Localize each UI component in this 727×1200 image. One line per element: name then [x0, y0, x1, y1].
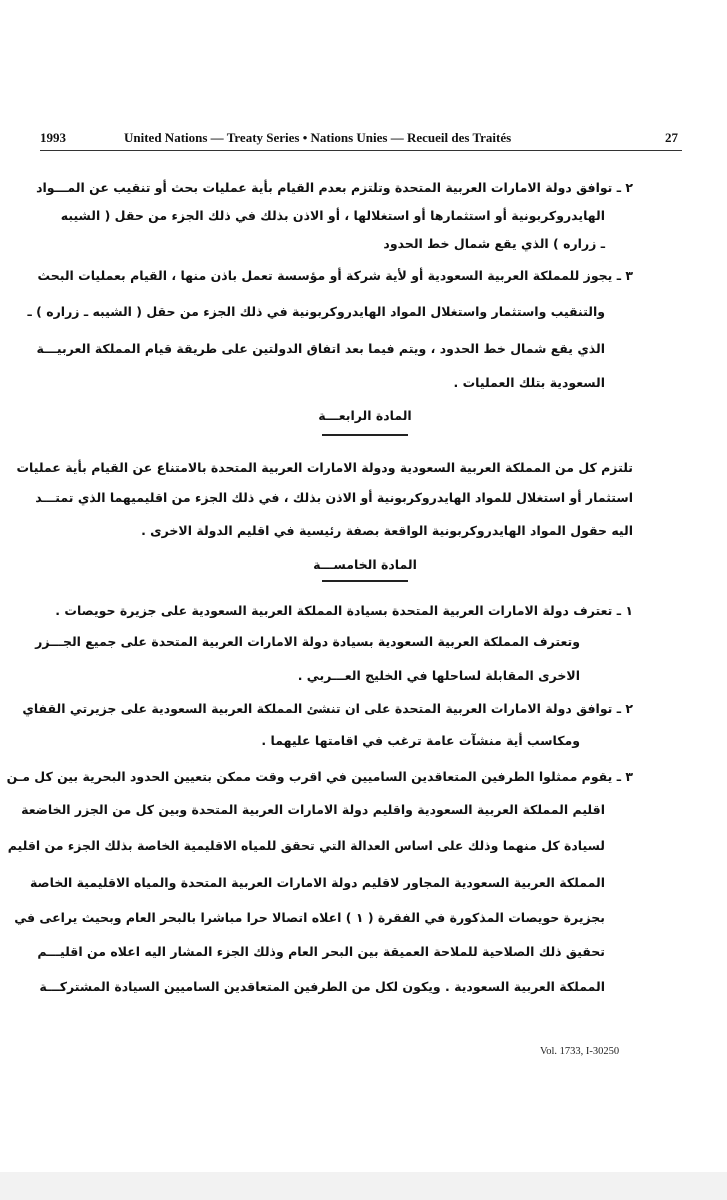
header-rule: [40, 150, 682, 151]
item-line: ١ ـ تعترف دولة الامارات العربية المتحدة بسيادة المملكة العربية السعودية على جزيرة حويصات .: [55, 603, 633, 618]
header-title: United Nations — Treaty Series • Nations Unies — Recueil des Traités: [124, 130, 512, 145]
paragraph-line: اليه حقول المواد الهايدروكربونية الواقعة بصفة رئيسية في اقليم الدولة الاخرى .: [141, 523, 633, 538]
paragraph-line: السعودية بتلك العمليات .: [453, 375, 605, 390]
heading-underline: [322, 434, 408, 436]
item-line: الاخرى المقابلة لساحلها في الخليج العـــربي .: [297, 668, 580, 683]
item-line: المملكة العربية السعودية المجاور لاقليم دولة الامارات العربية المتحدة والمياه الاقليمية الخاصة: [29, 875, 605, 890]
paragraph-line: ٣ ـ يجوز للمملكة العربية السعودية أو لأية شركة أو مؤسسة تعمل باذن منها ، القيام بعمليات البحث: [37, 268, 633, 283]
paragraph-line: تلتزم كل من المملكة العربية السعودية ودولة الامارات العربية المتحدة بالامتناع عن القيام بأية عمليات: [16, 460, 633, 475]
paragraph-line: ـ زراره ) الذي يقع شمال خط الحدود: [383, 236, 605, 251]
paragraph-line: الهايدروكربونية أو استثمارها أو استغلالها ، أو الاذن بذلك في ذلك الجزء من حقل ( الشيبه: [60, 208, 605, 223]
running-header: [40, 130, 680, 148]
article-4-heading: المادة الرابعـــة: [318, 408, 412, 423]
item-line: اقليم المملكة العربية السعودية واقليم دولة الامارات العربية المتحدة وبين كل من الجزر الخاضعة: [21, 802, 605, 817]
paragraph-line: الذي يقع شمال خط الحدود ، ويتم فيما بعد اتفاق الدولتين على طريقة قيام المملكة العربيـــة: [36, 341, 605, 356]
header-year: 1993: [40, 130, 66, 145]
paragraph-line: والتنقيب واستثمار واستغلال المواد الهايدروكربونية في ذلك الجزء من حقل ( الشيبه ـ زراره ) ـ: [27, 304, 605, 319]
item-line: ومكاسب أية منشآت عامة ترغب في اقامتها عليهما .: [261, 733, 580, 748]
volume-reference: Vol. 1733, I-30250: [540, 1046, 620, 1057]
item-line: تحقيق ذلك الصلاحية للملاحة العميقة بين البحر العام وذلك الجزء المشار اليه اعلاه من اقليـــم: [37, 944, 605, 959]
header-page-number: 27: [665, 130, 678, 145]
paragraph-line: ٢ ـ توافق دولة الامارات العربية المتحدة وتلتزم بعدم القيام بأية عمليات بحث أو تنقيب عن المـــواد: [36, 180, 633, 195]
item-line: المملكة العربية السعودية . ويكون لكل من الطرفين المتعاقدين الساميين السيادة المشتركـــة: [39, 979, 605, 994]
item-line: وتعترف المملكة العربية السعودية بسيادة دولة الامارات العربية المتحدة على جميع الجـــزر: [35, 634, 580, 649]
item-line: بجزيرة حويصات المذكورة في الفقرة ( ١ ) اعلاه اتصالا حرا مباشرا بالبحر العام وبحيث يراعى في: [14, 910, 605, 925]
paragraph-line: استثمار أو استغلال للمواد الهايدروكربونية أو الاذن بذلك ، في ذلك الجزء من اقليميهما الذي تمتـــد: [35, 490, 633, 505]
item-line: ٣ ـ يقوم ممثلوا الطرفين المتعاقدين الساميين في اقرب وقت ممكن بتعيين الحدود البحرية بين كل مـن: [6, 769, 633, 784]
article-5-heading: المادة الخامســـة: [313, 557, 417, 572]
heading-underline: [322, 580, 408, 582]
item-line: لسيادة كل منهما وذلك على اساس العدالة التي تحقق للمياه الاقليمية الخاصة بذلك الجزء من اقليم: [7, 838, 605, 853]
item-line: ٢ ـ توافق دولة الامارات العربية المتحدة على ان تنشئ المملكة العربية السعودية على جزيرتي القفاي: [22, 701, 633, 716]
